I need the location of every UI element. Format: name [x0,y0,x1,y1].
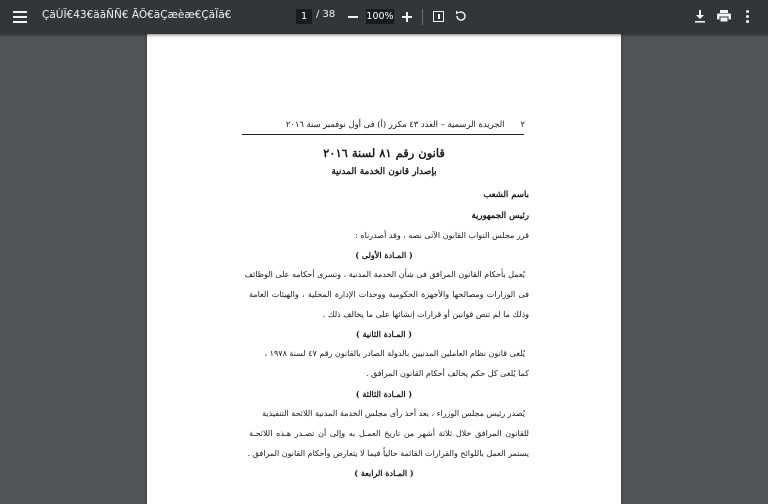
article-heading: ( المـادة الرابعة ) [354,468,414,478]
fit-page-icon[interactable] [432,10,446,24]
pdf-page [147,34,621,504]
more-vert-icon[interactable] [740,9,754,23]
law-title: قانون رقم ٨١ لسنة ٢٠١٦ [323,146,445,160]
zoom-level-input[interactable]: 100% [366,11,394,22]
article-heading: ( المـادة الأولى ) [355,250,413,260]
page-total: / 38 [316,9,336,20]
article-line: يستمر العمل باللوائح والقرارات القائمة حالياً فيما لا يتعارض وأحكام القانون المرافق . [247,449,529,458]
article-line: يُعمل بأحكام القانون المرافق فى شأن الخدمة المدنية ، وتسرى أحكامه على الوظائف [244,270,525,279]
zoom-in-icon[interactable] [400,10,414,24]
print-icon[interactable] [716,9,732,23]
article-heading: ( المـادة الثانية ) [355,329,413,339]
law-subtitle: بإصدار قانون الخدمة المدنية [331,167,437,177]
header-text: الجريدة الرسمية – العدد ٤٣ مكرر (أ) فى أول نوفمبر سنة ٢٠١٦ [285,119,505,129]
in-the-name-of-people: باسم الشعب [483,190,529,200]
preamble-text: قرر مجلس النواب القانون الآتى نصه ، وقد أصدرناه : [355,231,529,240]
president-heading: رئيس الجمهورية [471,211,529,221]
article-line: وذلك ما لم تنص قوانين أو قرارات إنشائها على ما يخالف ذلك . [322,310,529,319]
download-icon[interactable] [693,9,707,23]
document-title: ÇäÙÏ€43€äãÑÑ€ ÃÖ€äÇæèæ€ÇäÏä€ [42,9,232,21]
header-rule [242,134,524,135]
article-line: يُلغى قانون نظام العاملين المدنيين بالدولة الصادر بالقانون رقم ٤٧ لسنة ١٩٧٨ ، [264,349,525,358]
menu-icon[interactable] [10,7,30,27]
zoom-out-icon[interactable] [346,10,360,24]
article-heading: ( المـادة الثالثة ) [355,389,413,399]
toolbar-divider [422,9,423,25]
article-line: يُصدر رئيس مجلس الوزراء ، بعد أخذ رأى مجلس الخدمة المدنية اللائحة التنفيذية [262,409,525,418]
page-number-input[interactable]: 1 [296,9,312,24]
header-page-number: ٢ [520,119,525,129]
pdf-toolbar [0,0,768,34]
page-header [286,119,525,129]
rotate-icon[interactable] [454,9,468,23]
article-line: كما يُلغى كل حكم يخالف أحكام القانون المرافق . [365,369,529,378]
article-line: للقانون المرافق خلال ثلاثة أشهر من تاريخ العمـل به وإلى أن تصـدر هـذه اللائحـة [249,429,529,438]
article-line: فى الوزارات ومصالحها والأجهزة الحكومية ووحدات الإدارة المحلية ، والهيئات العامة [249,290,529,299]
